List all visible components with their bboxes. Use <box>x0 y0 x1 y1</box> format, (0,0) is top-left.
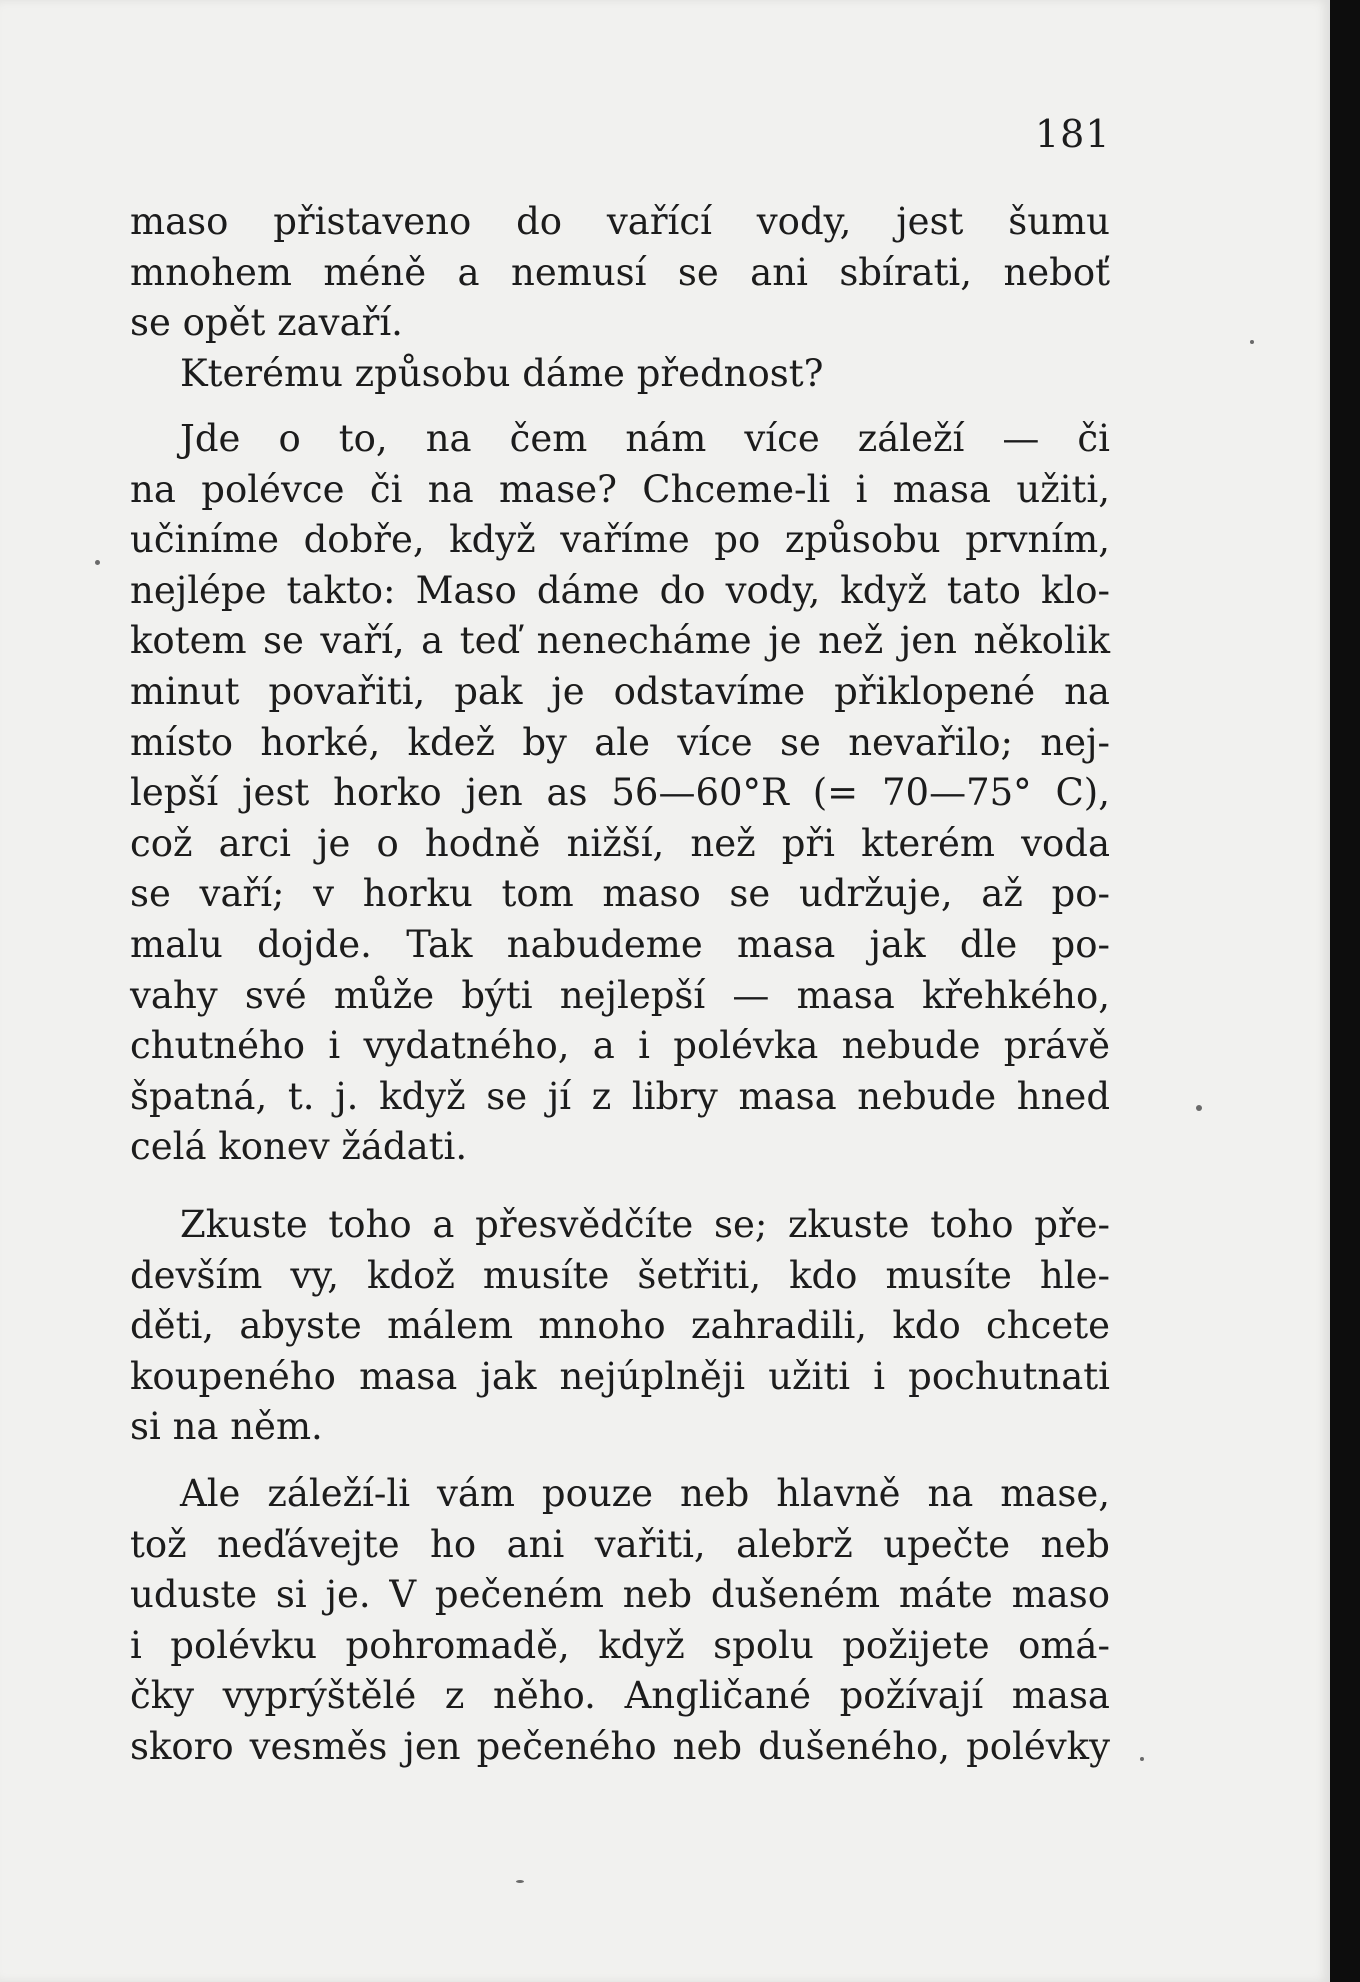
paragraph-2 <box>130 349 1110 400</box>
text-line: malu dojde. Tak nabudeme masa jak dle po- <box>130 922 1110 966</box>
text-line: Zkuste toho a přesvědčíte se; zkuste toho pře- <box>180 1203 1110 1246</box>
scan-speck <box>1140 1757 1144 1761</box>
text-line: celá konev žádati. <box>130 1125 468 1169</box>
text-line: devším vy, kdož musíte šetřiti, kdo musíte hle- <box>130 1253 1110 1297</box>
paragraph-5 <box>130 1469 1110 1773</box>
text-line: tož neďávejte ho ani vařiti, alebrž upečte neb <box>130 1522 1110 1566</box>
text-line: koupeného masa jak nejúplněji užiti i pochutnati <box>130 1354 1110 1398</box>
page-number: 181 <box>1035 112 1111 156</box>
text-line: skoro vesměs jen pečeného neb dušeného, polévky <box>130 1724 1110 1768</box>
text-line: místo horké, kdež by ale více se nevařilo; nej- <box>130 720 1110 764</box>
text-line: Ale záleží-li vám pouze neb hlavně na mase, <box>180 1472 1110 1515</box>
text-line: děti, abyste málem mnoho zahradili, kdo chcete <box>130 1304 1110 1348</box>
text-line: nejlépe takto: Maso dáme do vody, když tato klo- <box>130 568 1110 612</box>
text-line: maso přistaveno do vařící vody, jest šumu <box>130 200 1110 243</box>
scan-speck <box>516 1880 524 1883</box>
text-line: na polévce či na mase? Chceme-li i masa užiti, <box>130 467 1110 511</box>
paragraph-3 <box>130 414 1110 1173</box>
text-line: Jde o to, na čem nám více záleží — či <box>180 417 1110 460</box>
text-line: vahy své může býti nejlepší — masa křehkého, <box>130 973 1110 1017</box>
text-line: kotem se vaří, a teď nenecháme je než jen několik <box>130 619 1110 663</box>
text-line: se opět zavaří. <box>130 301 403 345</box>
text-line: i polévku pohromadě, když spolu požijete omá- <box>130 1623 1110 1667</box>
text-line: si na něm. <box>130 1405 323 1449</box>
text-line: Kterému způsobu dáme přednost? <box>180 352 824 395</box>
text-line: chutného i vydatného, a i polévka nebude právě <box>130 1024 1110 1068</box>
text-line: což arci je o hodně nižší, než při kterém voda <box>130 821 1110 865</box>
text-line: špatná, t. j. když se jí z libry masa nebude hned <box>130 1074 1110 1118</box>
scan-speck <box>1250 340 1254 344</box>
scan-speck <box>95 560 100 565</box>
text-line: učiníme dobře, když vaříme po způsobu prvním, <box>130 518 1110 562</box>
paragraph-1 <box>130 197 1110 349</box>
text-line: mnohem méně a nemusí se ani sbírati, neboť <box>130 250 1110 294</box>
page-edge <box>1330 0 1360 1982</box>
text-line: se vaří; v horku tom maso se udržuje, až po- <box>130 872 1110 916</box>
text-line: čky vyprýštělé z něho. Angličané požívají masa <box>130 1674 1110 1718</box>
text-line: lepší jest horko jen as 56—60°R (= 70—75° C), <box>130 771 1110 815</box>
text-line: minut povařiti, pak je odstavíme přiklopené na <box>130 669 1110 713</box>
scan-speck <box>1196 1105 1202 1111</box>
paragraph-4 <box>130 1200 1110 1453</box>
text-line: uduste si je. V pečeném neb dušeném máte maso <box>130 1573 1110 1617</box>
